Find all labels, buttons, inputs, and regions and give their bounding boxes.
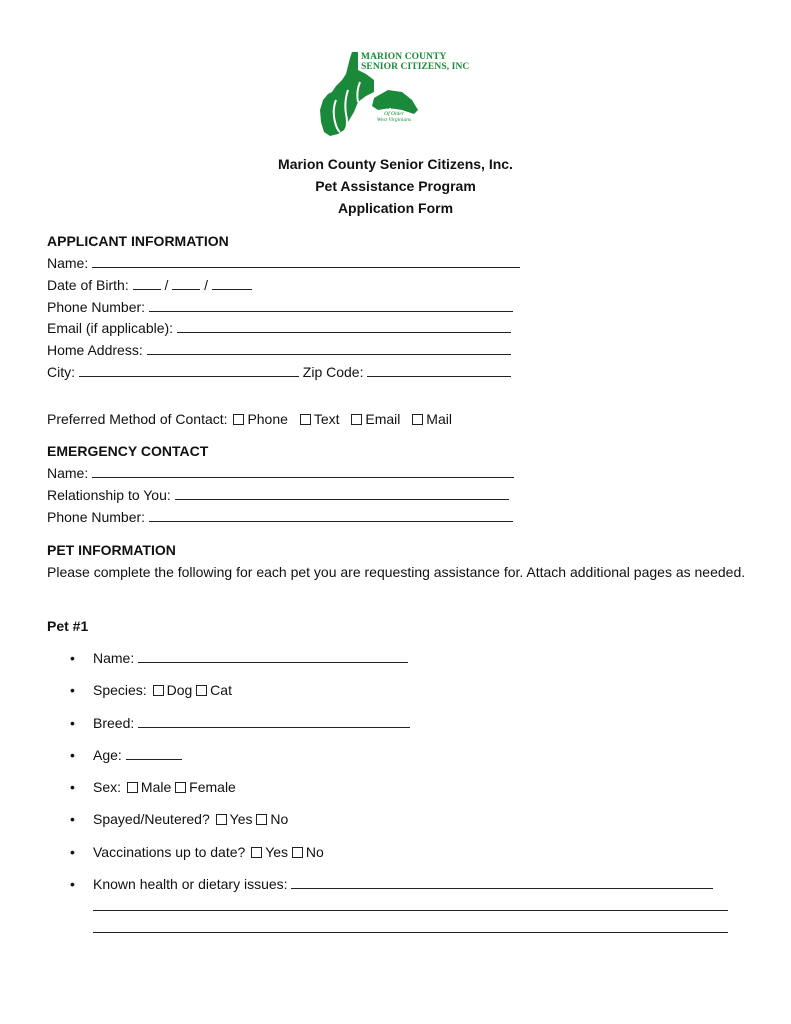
option-label: Phone [247, 411, 288, 427]
bullet-icon: • [70, 650, 75, 666]
pet-name-label: Name: [93, 650, 135, 666]
emergency-phone-row [47, 509, 513, 525]
applicant-zip-field[interactable] [367, 364, 511, 377]
contact-option-email[interactable] [349, 411, 400, 427]
checkbox-email[interactable] [351, 414, 362, 425]
pet-health-continuation [93, 898, 728, 914]
applicant-name-field[interactable] [92, 255, 520, 268]
pet-health-field-line3[interactable] [93, 920, 728, 933]
applicant-name-row [47, 255, 520, 271]
applicant-phone-field[interactable] [149, 299, 513, 312]
applicant-city-field[interactable] [79, 364, 299, 377]
option-male: Male [140, 779, 172, 795]
checkbox-text[interactable] [300, 414, 311, 425]
logo-tagline-1: On Behalf [382, 105, 406, 111]
dob-day-field[interactable] [172, 277, 200, 290]
pet-breed-field[interactable] [138, 715, 410, 728]
section-heading-pet: PET INFORMATION [47, 542, 176, 558]
pet-instructions: Please complete the following for each pet you are requesting assistance for. Attach additional pages as needed. [47, 564, 746, 580]
pet-health-field-line1[interactable] [291, 876, 713, 889]
bullet-icon: • [70, 844, 75, 860]
pet-age-field[interactable] [126, 747, 182, 760]
pet-vaccination-label: Vaccinations up to date? [93, 844, 246, 860]
document-title-form: Application Form [337, 200, 454, 216]
applicant-phone-label: Phone Number: [47, 299, 146, 315]
section-heading-emergency: EMERGENCY CONTACT [47, 443, 209, 459]
document-title-org: Marion County Senior Citizens, Inc. [278, 156, 513, 172]
emergency-name-label: Name: [47, 465, 89, 481]
option-label: Text [313, 411, 340, 427]
applicant-email-label: Email (if applicable): [47, 320, 174, 336]
logo-tagline-3: West Virginians [376, 117, 412, 123]
emergency-relationship-field[interactable] [175, 487, 509, 500]
logo-tagline-2: Of Older [384, 111, 404, 117]
applicant-city-label: City: [47, 364, 75, 380]
emergency-name-row [47, 465, 514, 481]
option-cat: Cat [210, 682, 232, 698]
bullet-icon: • [70, 682, 75, 698]
checkbox-mail[interactable] [412, 414, 423, 425]
org-logo [318, 50, 478, 138]
pet-health-label: Known health or dietary issues: [93, 876, 288, 892]
option-yes: Yes [229, 811, 253, 827]
option-label: Email [365, 411, 401, 427]
pet-1-heading: Pet #1 [47, 618, 89, 634]
pet-age-label: Age: [93, 747, 122, 763]
pet-health-field-line2[interactable] [93, 898, 728, 911]
pet-sex-label: Sex: [93, 779, 122, 795]
checkbox-spayed-no[interactable] [256, 814, 267, 825]
applicant-phone-row [47, 299, 513, 315]
pet-species-row [93, 682, 232, 698]
contact-option-text[interactable] [298, 411, 340, 427]
bullet-icon: • [70, 876, 75, 892]
applicant-dob-label: Date of Birth: [47, 277, 129, 293]
option-no: No [305, 844, 324, 860]
applicant-address-field[interactable] [147, 342, 511, 355]
pet-name-row [93, 650, 408, 666]
logo-org-line1: MARION COUNTY [361, 52, 447, 62]
applicant-name-label: Name: [47, 255, 89, 271]
checkbox-female[interactable] [175, 782, 186, 793]
option-label: Mail [426, 411, 452, 427]
emergency-name-field[interactable] [92, 465, 514, 478]
preferred-contact-label: Preferred Method of Contact: [47, 411, 228, 427]
applicant-email-field[interactable] [177, 320, 511, 333]
option-no: No [270, 811, 289, 827]
document-title-program: Pet Assistance Program [315, 178, 476, 194]
checkbox-vacc-yes[interactable] [251, 847, 262, 858]
dob-year-field[interactable] [212, 277, 252, 290]
preferred-contact-row [47, 411, 458, 427]
applicant-address-label: Home Address: [47, 342, 143, 358]
pet-health-row [93, 876, 713, 892]
dob-month-field[interactable] [133, 277, 161, 290]
option-female: Female [189, 779, 236, 795]
checkbox-phone[interactable] [233, 414, 244, 425]
pet-species-label: Species: [93, 682, 147, 698]
pet-breed-label: Breed: [93, 715, 135, 731]
pet-health-continuation [93, 920, 728, 936]
option-dog: Dog [166, 682, 193, 698]
bullet-icon: • [70, 747, 75, 763]
section-heading-applicant: APPLICANT INFORMATION [47, 233, 229, 249]
emergency-relationship-label: Relationship to You: [47, 487, 171, 503]
applicant-email-row [47, 320, 511, 336]
emergency-phone-label: Phone Number: [47, 509, 146, 525]
contact-option-phone[interactable] [231, 411, 287, 427]
pet-spayed-label: Spayed/Neutered? [93, 811, 210, 827]
checkbox-male[interactable] [127, 782, 138, 793]
applicant-city-row [47, 364, 511, 380]
bullet-icon: • [70, 715, 75, 731]
pet-breed-row [93, 715, 410, 731]
pet-sex-row [93, 779, 236, 795]
pet-spayed-row [93, 811, 288, 827]
contact-option-mail[interactable] [410, 411, 452, 427]
pet-name-field[interactable] [138, 650, 408, 663]
pet-age-row [93, 747, 182, 763]
bullet-icon: • [70, 779, 75, 795]
emergency-phone-field[interactable] [149, 509, 513, 522]
option-yes: Yes [265, 844, 289, 860]
emergency-relationship-row [47, 487, 509, 503]
checkbox-dog[interactable] [153, 685, 164, 696]
applicant-dob-row: Date of Birth: / / [47, 277, 252, 293]
applicant-zip-label: Zip Code: [302, 364, 364, 380]
applicant-address-row [47, 342, 511, 358]
checkbox-cat[interactable] [196, 685, 207, 696]
logo-org-line2: SENIOR CITIZENS, INC [361, 62, 470, 72]
checkbox-spayed-yes[interactable] [216, 814, 227, 825]
checkbox-vacc-no[interactable] [292, 847, 303, 858]
pet-vaccination-row [93, 844, 324, 860]
bullet-icon: • [70, 811, 75, 827]
